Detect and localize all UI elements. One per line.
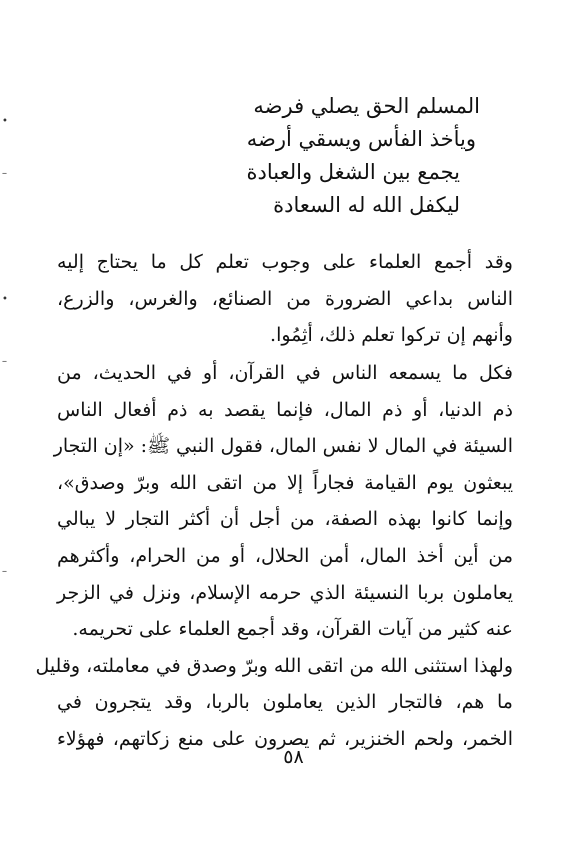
poem-block bbox=[80, 90, 480, 222]
poem-verse: يجمع بين الشغل والعبادة bbox=[246, 160, 460, 184]
text-line: يعاملون بربا النسيئة الذي حرمه الإسلام، ونزل في الزجر bbox=[57, 581, 513, 604]
text-line: من أين أخذ المال، أمن الحلال، أو من الحرام، وأكثرهم bbox=[57, 544, 513, 567]
text-line: يبعثون يوم القيامة فجاراً إلا من اتقى الله وبرّ وصدق»، bbox=[57, 471, 513, 494]
text-line: السيئة في المال لا نفس المال، فقول النبي ﷺ: «إن التجار bbox=[53, 435, 513, 458]
text-line: وأنهم إن تركوا تعلم ذلك، أثِمُوا. bbox=[270, 324, 513, 347]
margin-mark: • bbox=[2, 116, 8, 127]
poem-verse: ويأخذ الفأس ويسقي أرضه bbox=[246, 127, 476, 151]
text-line: الخمر، ولحم الخنزير، ثم يصرون على منع زكاتهم، فهؤلاء bbox=[57, 727, 513, 750]
text-line: عنه كثير من آيات القرآن، وقد أجمع العلماء على تحريمه. bbox=[72, 618, 513, 641]
margin-mark: – bbox=[2, 356, 7, 367]
poem-verse: ليكفل الله له السعادة bbox=[273, 193, 460, 217]
margin-mark: – bbox=[2, 168, 7, 179]
page-number: ٥٨ bbox=[283, 746, 304, 768]
text-line: الناس بداعي الضرورة من الصنائع، والغرس، والزرع، bbox=[57, 287, 513, 310]
paragraph-traders bbox=[35, 355, 513, 758]
paragraph-ijma bbox=[57, 244, 513, 354]
text-line: وإنما كانوا بهذه الصفة، من أجل أن أكثر التجار لا يبالي bbox=[57, 508, 513, 531]
text-line: ما هم، فالتجار الذين يعاملون بالربا، وقد يتجرون في bbox=[57, 691, 513, 714]
text-line: ذم الدنيا، أو ذم المال، فإنما يقصد به ذم أفعال الناس bbox=[57, 398, 513, 421]
text-line: ولهذا استثنى الله من اتقى الله وبرّ وصدق في معاملته، وقليل bbox=[35, 654, 513, 677]
text-line: وقد أجمع العلماء على وجوب تعلم كل ما يحتاج إليه bbox=[57, 251, 513, 273]
text-line: فكل ما يسمعه الناس في القرآن، أو في الحديث، من bbox=[57, 362, 513, 384]
margin-mark: – bbox=[2, 566, 7, 577]
poem-verse: المسلم الحق يصلي فرضه bbox=[253, 94, 480, 118]
margin-mark: • bbox=[2, 294, 8, 305]
